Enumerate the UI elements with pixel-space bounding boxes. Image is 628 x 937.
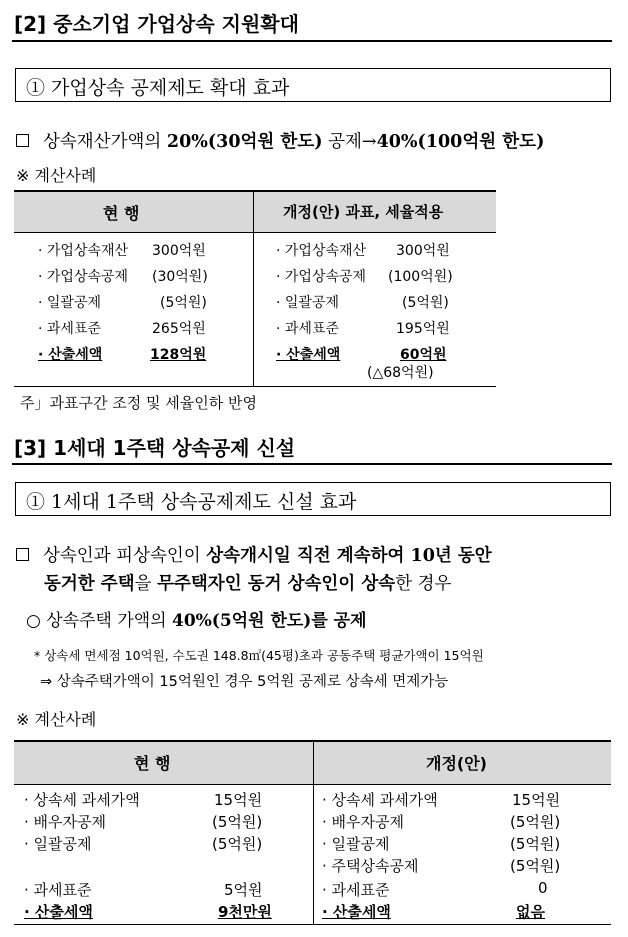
t2-right-value: 없음 xyxy=(516,903,545,921)
section2-table-head-left: 현 행 xyxy=(103,204,140,223)
section3-table-head-right: 개정(안) xyxy=(426,754,487,773)
section2-table-head-right: 개정(안) 과표, 세율적용 xyxy=(283,203,444,221)
t2-left-label: · 일괄공제 xyxy=(24,835,92,853)
t2-right-value: (5억원) xyxy=(510,835,561,853)
t1-left-label: · 일괄공제 xyxy=(38,295,101,311)
section3-point1-line2: 동거한 주택을 무주택자인 동거 상속인이 상속한 경우 xyxy=(44,574,452,594)
t1-left-value: (5억원) xyxy=(160,295,207,311)
t1-left-value: 265억원 xyxy=(152,321,206,337)
t1-right-value: 300억원 xyxy=(396,243,450,259)
section2-point1: 상속재산가액의 20%(30억원 한도) 공제→40%(100억원 한도) xyxy=(16,128,544,153)
t2-right-label: · 배우자공제 xyxy=(322,813,404,831)
t2-left-value: (5억원) xyxy=(212,813,263,831)
t1-right-label: · 과세표준 xyxy=(276,321,339,337)
t2-right-value: (5억원) xyxy=(510,857,561,875)
t2-right-label: · 일괄공제 xyxy=(322,835,390,853)
t2-right-label: · 상속세 과세가액 xyxy=(322,791,438,809)
t1-right-value: (100억원) xyxy=(388,269,453,285)
t1-right-label: · 가업상속재산 xyxy=(276,243,367,259)
section3-title: [3] 1세대 1주택 상속공제 신설 xyxy=(14,436,296,460)
t2-left-label: · 과세표준 xyxy=(24,881,92,899)
section3-table-bottom xyxy=(14,924,611,925)
section2-footnote: 주」과표구간 조정 및 세율인하 반영 xyxy=(20,394,257,412)
section3-note1: * 상속세 면세점 10억원, 수도권 148.8㎡(45평)초과 공동주택 평균가액이 15억원 xyxy=(34,648,484,663)
t1-right-value: 195억원 xyxy=(396,321,450,337)
t2-right-label: · 과세표준 xyxy=(322,881,390,899)
t1-left-label: · 가업상속공제 xyxy=(38,269,129,285)
t2-left-label: · 배우자공제 xyxy=(24,813,106,831)
t1-left-label: · 가업상속재산 xyxy=(38,243,129,259)
checkbox-square-icon xyxy=(16,548,29,561)
t1-left-value: (30억원) xyxy=(152,269,208,285)
section3-rule xyxy=(12,463,612,465)
section3-calc-label: ※ 계산사례 xyxy=(16,710,97,729)
t1-right-note: (△68억원) xyxy=(367,365,434,381)
section3-table-head-left: 현 행 xyxy=(134,754,171,773)
t1-right-label: · 일괄공제 xyxy=(276,295,339,311)
section3-box-title: ① 1세대 1주택 상속공제제도 신설 효과 xyxy=(26,491,357,513)
section3-point1-line1: 상속인과 피상속인이 상속개시일 직전 계속하여 10년 동안 xyxy=(16,542,492,567)
section2-title: [2] 중소기업 가업상속 지원확대 xyxy=(14,12,299,36)
t2-left-label: · 산출세액 xyxy=(24,903,93,921)
t1-right-label: · 가업상속공제 xyxy=(276,269,367,285)
t2-right-value: 0 xyxy=(538,879,548,897)
t1-right-value: (5억원) xyxy=(402,295,449,311)
t1-left-label: · 과세표준 xyxy=(38,321,101,337)
t2-left-value: 15억원 xyxy=(214,791,263,809)
t1-right-value: 60억원 xyxy=(400,347,447,363)
section2-box-title: ① 가업상속 공제제도 확대 효과 xyxy=(26,77,290,99)
section3-sub: ○ 상속주택 가액의 40%(5억원 한도)를 공제 xyxy=(26,611,367,631)
t1-left-value: 128억원 xyxy=(150,347,207,363)
section3-note2: ⇒ 상속주택가액이 15억원인 경우 5억원 공제로 상속세 면제가능 xyxy=(40,674,449,690)
section2-rule xyxy=(12,40,612,42)
section2-table-bottom xyxy=(14,386,496,387)
t2-left-value: (5억원) xyxy=(212,835,263,853)
t1-left-label: · 산출세액 xyxy=(38,347,103,363)
t1-right-label: · 산출세액 xyxy=(276,347,341,363)
t2-left-value: 5억원 xyxy=(224,881,263,899)
t2-right-value: (5억원) xyxy=(510,813,561,831)
section2-calc-label: ※ 계산사례 xyxy=(16,166,97,185)
t2-right-label: · 산출세액 xyxy=(322,903,391,921)
section3-table-divider xyxy=(313,740,314,924)
t2-left-label: · 상속세 과세가액 xyxy=(24,791,140,809)
t2-right-value: 15억원 xyxy=(512,791,561,809)
checkbox-square-icon xyxy=(16,134,29,147)
t2-left-value: 9천만원 xyxy=(218,903,272,921)
section2-table-divider xyxy=(253,190,254,386)
t1-left-value: 300억원 xyxy=(152,243,206,259)
t2-right-label: · 주택상속공제 xyxy=(322,857,419,875)
